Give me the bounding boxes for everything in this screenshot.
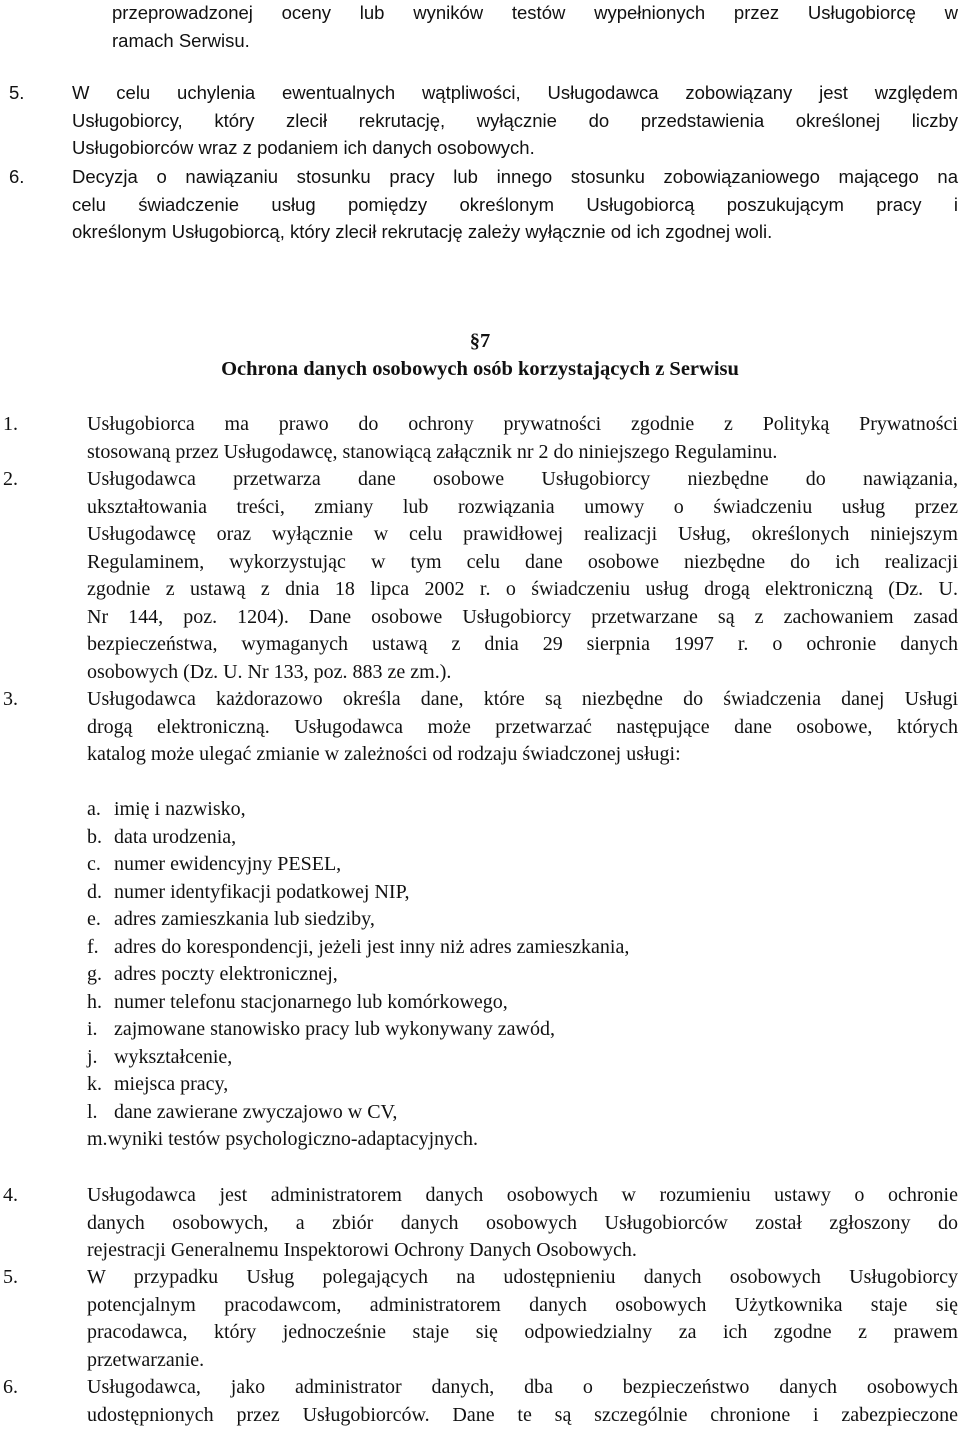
point-line: W przypadku Usług polegających na udostępnieniu danych osobowych Usługobiorcy (87, 1266, 958, 1288)
list-item (87, 1099, 397, 1126)
point-line: drogą elektroniczną. Usługodawca może przetwarzać następujące dane osobowe, których (87, 715, 958, 738)
section-mark: §7 (469, 330, 491, 352)
point-number: 4. (3, 1184, 18, 1206)
list-item-text: numer identyfikacji podatkowej NIP, (114, 880, 410, 903)
point-number: 3. (3, 688, 18, 710)
point-line: stosowaną przez Usługodawcę, stanowiącą załącznik nr 2 do niniejszego Regulaminu. (87, 440, 778, 463)
list-item-text: numer ewidencyjny PESEL, (114, 853, 342, 875)
list-marker: d. (87, 880, 102, 903)
point-line: osobowych (Dz. U. Nr 133, poz. 883 ze zm.). (87, 660, 452, 683)
list-item (87, 824, 236, 851)
intro-line: ramach Serwisu. (112, 29, 250, 51)
point-1-text (87, 411, 958, 466)
point-line: Usługodawca każdorazowo określa dane, które są niezbędne do świadczenia danej Usługi (87, 688, 958, 710)
point-number: 5. (3, 1266, 18, 1288)
list-item (87, 1126, 478, 1153)
list-marker: a. (87, 798, 101, 820)
point-line: Usługodawca, jako administrator danych, dba o bezpieczeństwo danych osobowych (87, 1376, 958, 1398)
intro-paragraph (112, 0, 958, 54)
list-item-text: wyniki testów psychologiczno-adaptacyjnych. (107, 1128, 479, 1150)
point-4-text (87, 1182, 958, 1265)
list-item-text: zajmowane stanowisko pracy lub wykonywany zawód, (114, 1018, 555, 1040)
list-marker: l. (87, 1100, 98, 1123)
item-line: określonym Usługobiorcą, który zlecił rekrutację zależy wyłącznie od ich zgodnej woli. (72, 221, 773, 242)
list-item-text: dane zawierane zwyczajowo w CV, (114, 1100, 398, 1123)
list-item-text: wykształcenie, (114, 1045, 233, 1068)
section-title: Ochrona danych osobowych osób korzystających z Serwisu (221, 358, 739, 380)
point-line: Usługodawca przetwarza dane osobowe Usługobiorcy niezbędne do nawiązania, (87, 468, 958, 490)
list-item-text: adres do korespondencji, jeżeli jest inny niż adres zamieszkania, (114, 935, 630, 958)
list-marker: m. (87, 1128, 108, 1150)
list-marker: i. (87, 1018, 98, 1040)
list-marker: c. (87, 853, 101, 875)
list-item-text: numer telefonu stacjonarnego lub komórkowego, (114, 990, 508, 1013)
point-line: Regulaminem, wykorzystując w tym celu dane osobowe niezbędne do ich realizacji (87, 550, 958, 573)
item-number: 5. (9, 82, 25, 103)
list-item (87, 961, 338, 988)
item-number: 6. (9, 166, 25, 187)
list-marker: e. (87, 908, 101, 930)
point-line: Usługodawca jest administratorem danych osobowych w rozumieniu ustawy o ochronie (87, 1184, 958, 1206)
point-line: rejestracji Generalnemu Inspektorowi Ochrony Danych Osobowych. (87, 1239, 637, 1261)
point-line: ukształtowania treści, zmiany lub rozwiązania umowy o świadczeniu usług przez (87, 495, 958, 518)
point-line: Nr 144, poz. 1204). Dane osobowe Usługobiorcy przetwarzane są z zachowaniem zasad (87, 605, 958, 628)
list-item (87, 796, 246, 823)
list-item-text: imię i nazwisko, (114, 798, 246, 820)
point-line: potencjalnym pracodawcom, administratorem danych osobowych Użytkownika staje się (87, 1293, 958, 1316)
list-item-text: adres zamieszkania lub siedziby, (114, 908, 375, 930)
point-number: 6. (3, 1376, 18, 1398)
point-3-text (87, 686, 958, 769)
list-item (87, 906, 375, 933)
item-line: Decyzja o nawiązaniu stosunku pracy lub innego stosunku zobowiązaniowego mającego na (72, 166, 958, 187)
list-item (87, 1044, 232, 1071)
point-number: 1. (3, 413, 18, 435)
point-line: przetwarzanie. (87, 1348, 205, 1371)
item-line: W celu uchylenia ewentualnych wątpliwości, Usługodawca zobowiązany jest względem (72, 82, 958, 103)
list-marker: b. (87, 825, 102, 848)
list-marker: k. (87, 1073, 102, 1095)
list-item (87, 1016, 555, 1043)
point-line: Usługobiorca ma prawo do ochrony prywatności zgodnie z Polityką Prywatności (87, 413, 958, 435)
point-5-text (87, 1264, 958, 1374)
item-6-text (72, 163, 958, 246)
point-6-text (87, 1374, 958, 1429)
list-item-text: miejsca pracy, (114, 1073, 229, 1095)
point-line: danych osobowych, a zbiór danych osobowych Usługobiorców został zgłoszony do (87, 1211, 958, 1234)
point-number: 2. (3, 468, 18, 490)
list-item (87, 1071, 228, 1098)
list-item-text: adres poczty elektronicznej, (114, 963, 338, 985)
list-marker: j. (87, 1045, 98, 1068)
list-marker: h. (87, 990, 102, 1013)
item-line: Usługobiorców wraz z podaniem ich danych osobowych. (72, 137, 535, 158)
list-item (87, 989, 508, 1016)
list-marker: f. (87, 935, 99, 958)
point-line: pracodawca, który jednocześnie staje się odpowiedzialny za ich zgodne z prawem (87, 1321, 958, 1343)
list-item-text: data urodzenia, (114, 825, 237, 848)
list-item (87, 851, 341, 878)
item-line: celu świadczenie usług pomiędzy określonym Usługobiorcą poszukującym pracy i (72, 193, 958, 215)
point-line: zgodnie z ustawą z dnia 18 lipca 2002 r. o świadczeniu usług drogą elektroniczną (Dz. U. (87, 578, 958, 600)
point-line: udostępnionych przez Usługobiorców. Dane te są szczególnie chronione i zabezpieczone (87, 1403, 958, 1426)
item-5-text (72, 79, 958, 162)
list-marker: g. (87, 963, 102, 985)
item-line: Usługobiorcy, który zlecił rekrutację, wyłącznie do przedstawienia określonej liczby (72, 109, 958, 131)
list-item (87, 879, 410, 906)
point-line: bezpieczeństwa, wymaganych ustawą z dnia 29 sierpnia 1997 r. o ochronie danych (87, 633, 958, 655)
intro-line: przeprowadzonej oceny lub wyników testów wypełnionych przez Usługobiorcę w (112, 2, 958, 23)
point-line: katalog może ulegać zmianie w zależności od rodzaju świadczonej usługi: (87, 743, 681, 765)
point-line: Usługodawcę oraz wyłącznie w celu prawidłowej realizacji Usług, określonych niniejszym (87, 523, 958, 545)
list-item (87, 934, 629, 961)
point-2-text (87, 466, 958, 686)
